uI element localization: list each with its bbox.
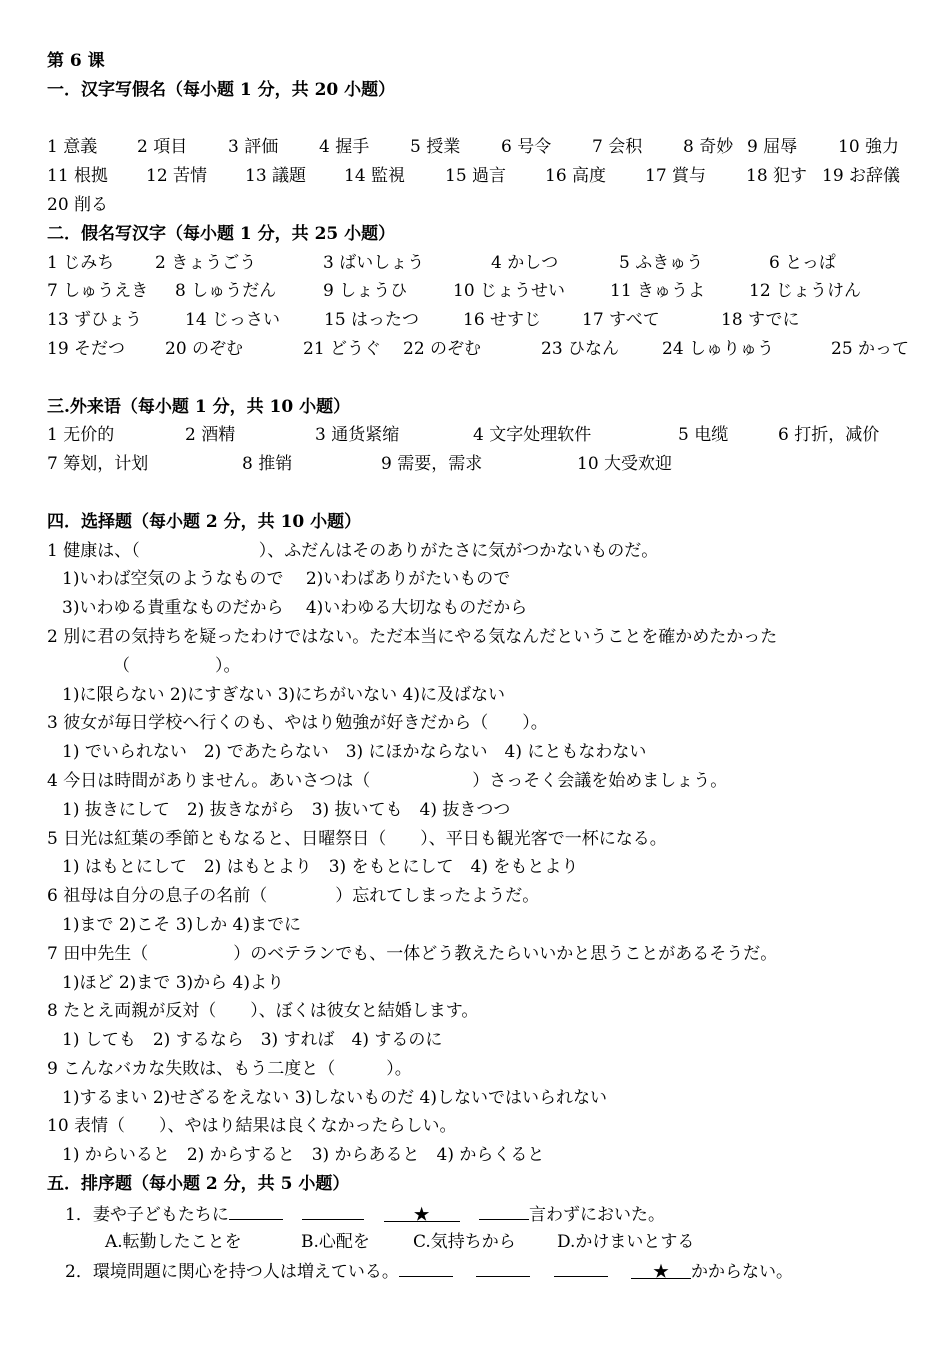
star-icon: ★ <box>414 1204 430 1225</box>
s2-item: 9 しょうひ <box>323 281 408 302</box>
s1-item: 11 根拠 <box>47 166 109 187</box>
s2-item: 14 じっさい <box>185 310 281 331</box>
s1-item: 14 監視 <box>344 166 406 187</box>
s3-item: 10 大受欢迎 <box>577 454 673 475</box>
s2-row <box>47 335 952 364</box>
s2-item: 20 のぞむ <box>165 338 244 359</box>
question-text: 3 彼女が毎日学校へ行くのも、やはり勉強が好きだから（ ）。 <box>47 713 548 734</box>
s2-item: 22 のぞむ <box>403 338 482 359</box>
s2-item: 6 とっぱ <box>769 252 836 273</box>
ordering-option: C.気持ちから <box>413 1231 516 1252</box>
ordering-question-1 <box>47 1199 952 1228</box>
section-3-title: 三.外来语（每小题 1 分，共 10 小题） <box>47 396 351 417</box>
s1-item: 10 強力 <box>838 137 900 158</box>
question-text: 10 表情（ ）、やはり結果は良くなかったらしい。 <box>47 1116 457 1137</box>
s1-item: 17 賞与 <box>645 166 707 187</box>
question-options: 1) しても 2) するなら 3) すれば 4) するのに <box>62 1030 443 1051</box>
ordering-q2-suffix: かからない。 <box>691 1262 794 1283</box>
s1-item: 7 会积 <box>592 137 643 158</box>
s2-item: 21 どうぐ <box>303 338 382 359</box>
ordering-q2-prefix: 2．環境問題に関心を持つ人は増えている。 <box>65 1262 399 1283</box>
ordering-q1-options <box>47 1228 952 1257</box>
answer-blank[interactable] <box>399 1256 453 1277</box>
answer-blank[interactable] <box>479 1199 529 1220</box>
s1-item: 20 削る <box>47 194 109 215</box>
s1-item: 3 評価 <box>228 137 279 158</box>
question-options: 1) からいると 2) からすると 3) からあると 4) からくると <box>62 1145 545 1166</box>
s3-row <box>47 450 952 479</box>
question-text: 9 こんなバカな失敗は、もう二度と（ ）。 <box>47 1058 412 1079</box>
s1-row <box>47 133 952 162</box>
question-options: 1)に限らない 2)にすぎない 3)にちがいない 4)に及ばない <box>62 684 506 705</box>
ordering-q1-suffix: 言わずにおいた。 <box>529 1204 666 1225</box>
s3-item: 3 通货紧缩 <box>315 425 400 446</box>
question-text: 7 田中先生（ ）のベテランでも、一体どう教えたらいいかと思うことがあるそうだ。 <box>47 943 778 964</box>
section-4-title: 四．选择题（每小题 2 分，共 10 小题） <box>47 511 362 532</box>
s1-item: 19 お辞儀 <box>822 166 901 187</box>
question-options: 1)いわば空気のようなもので 2)いわばありがたいもので <box>62 569 511 590</box>
s2-item: 18 すでに <box>721 310 800 331</box>
s1-item: 12 苦情 <box>146 166 208 187</box>
s2-item: 17 すべて <box>582 310 660 331</box>
section-1-title: 一．汉字写假名（每小题 1 分，共 20 小题） <box>47 79 396 100</box>
s1-item: 6 号令 <box>501 137 552 158</box>
question-options: 1) でいられない 2) であたらない 3) にほかならない 4) にともなわない <box>62 742 647 763</box>
s3-item: 6 打折，减价 <box>778 425 880 446</box>
s2-row <box>47 306 952 335</box>
question-text: 5 日光は紅葉の季節ともなると、日曜祭日（ ）、平日も観光客で一杯になる。 <box>47 828 667 849</box>
ordering-option: B.心配を <box>301 1231 370 1252</box>
s2-item: 10 じょうせい <box>453 281 566 302</box>
question-options: 3)いわゆる貴重なものだから 4)いわゆる大切なものだから <box>62 598 528 619</box>
s1-item: 15 過言 <box>445 166 507 187</box>
s2-item: 25 かって <box>831 338 910 359</box>
s1-item: 2 項目 <box>137 137 188 158</box>
ordering-question-2 <box>47 1256 952 1285</box>
s3-item: 9 需要，需求 <box>381 454 483 475</box>
question-options: 1)まで 2)こそ 3)しか 4)までに <box>62 914 302 935</box>
s1-item: 13 議題 <box>245 166 307 187</box>
s1-item: 18 犯す <box>746 166 808 187</box>
question-options: 1) はもとにして 2) はもとより 3) をもとにして 4) をもとより <box>62 857 579 878</box>
answer-blank[interactable] <box>229 1199 283 1220</box>
s2-item: 11 きゅうよ <box>610 281 706 302</box>
s2-row <box>47 277 952 306</box>
s2-item: 12 じょうけん <box>749 281 862 302</box>
answer-blank[interactable] <box>302 1199 364 1220</box>
s1-item: 1 意義 <box>47 137 98 158</box>
question-text: 2 別に君の気持ちを疑ったわけではない。ただ本当にやる気なんだということを確かめたかった <box>47 626 778 647</box>
s2-item: 23 ひなん <box>541 338 620 359</box>
answer-blank-star[interactable] <box>631 1258 691 1283</box>
answer-blank[interactable] <box>476 1256 530 1277</box>
question-options: 1)するまい 2)せざるをえない 3)しないものだ 4)しないではいられない <box>62 1087 608 1108</box>
ordering-q1-prefix: 1．妻や子どもたちに <box>65 1204 229 1225</box>
question-text: 8 たとえ両親が反対（ ）、ぼくは彼女と結婚します。 <box>47 1001 479 1022</box>
s3-item: 1 无价的 <box>47 425 115 446</box>
s2-item: 3 ばいしょう <box>323 252 425 273</box>
s3-item: 7 筹划，计划 <box>47 454 149 475</box>
s2-item: 8 しゅうだん <box>175 281 277 302</box>
s1-item: 4 握手 <box>319 137 370 158</box>
answer-blank[interactable] <box>554 1256 608 1277</box>
question-text: 6 祖母は自分の息子の名前（ ）忘れてしまったようだ。 <box>47 886 540 907</box>
question-options: 1)ほど 2)まで 3)から 4)より <box>62 972 285 993</box>
s2-row <box>47 249 952 278</box>
s2-item: 4 かしつ <box>491 252 559 273</box>
s2-item: 7 しゅうえき <box>47 281 149 302</box>
s1-item: 16 高度 <box>545 166 607 187</box>
star-icon: ★ <box>653 1262 669 1283</box>
ordering-option: D.かけまいとする <box>557 1231 695 1252</box>
s2-item: 5 ふきゅう <box>619 252 704 273</box>
question-text: 1 健康は、（ ）、ふだんはそのありがたさに気がつかないものだ。 <box>47 540 659 561</box>
s3-item: 4 文字处理软件 <box>473 425 592 446</box>
section-5-title: 五．排序题（每小题 2 分，共 5 小题） <box>47 1174 350 1195</box>
question-options: 1) 抜きにして 2) 抜きながら 3) 抜いても 4) 抜きつつ <box>62 799 511 820</box>
question-text-cont: （ ）。 <box>113 655 241 676</box>
answer-blank-star[interactable] <box>384 1201 460 1225</box>
s1-item: 9 屈辱 <box>747 137 798 158</box>
s2-item: 1 じみち <box>47 252 115 273</box>
lesson-title: 第 6 课 <box>47 51 105 71</box>
ordering-option: A.転勤したことを <box>105 1231 242 1252</box>
s2-item: 13 ずひょう <box>47 310 143 331</box>
s2-item: 16 せすじ <box>463 310 542 331</box>
question-text: 4 今日は時間がありません。あいさつは（ ）さっそく会議を始めましょう。 <box>47 770 728 791</box>
s3-row <box>47 421 952 450</box>
s2-item: 24 しゅりゅう <box>662 338 775 359</box>
s1-row <box>47 191 952 220</box>
s1-item: 8 奇妙 <box>683 137 734 158</box>
s3-item: 5 电缆 <box>678 425 729 446</box>
s2-item: 15 はったつ <box>324 310 420 331</box>
section-2-title: 二．假名写汉字（每小题 1 分，共 25 小题） <box>47 223 396 244</box>
s1-item: 5 授業 <box>410 137 461 158</box>
s3-item: 8 推销 <box>242 454 293 475</box>
s3-item: 2 酒精 <box>185 425 236 446</box>
s2-item: 19 そだつ <box>47 338 126 359</box>
s2-item: 2 きょうごう <box>155 252 257 273</box>
s1-row <box>47 162 952 191</box>
